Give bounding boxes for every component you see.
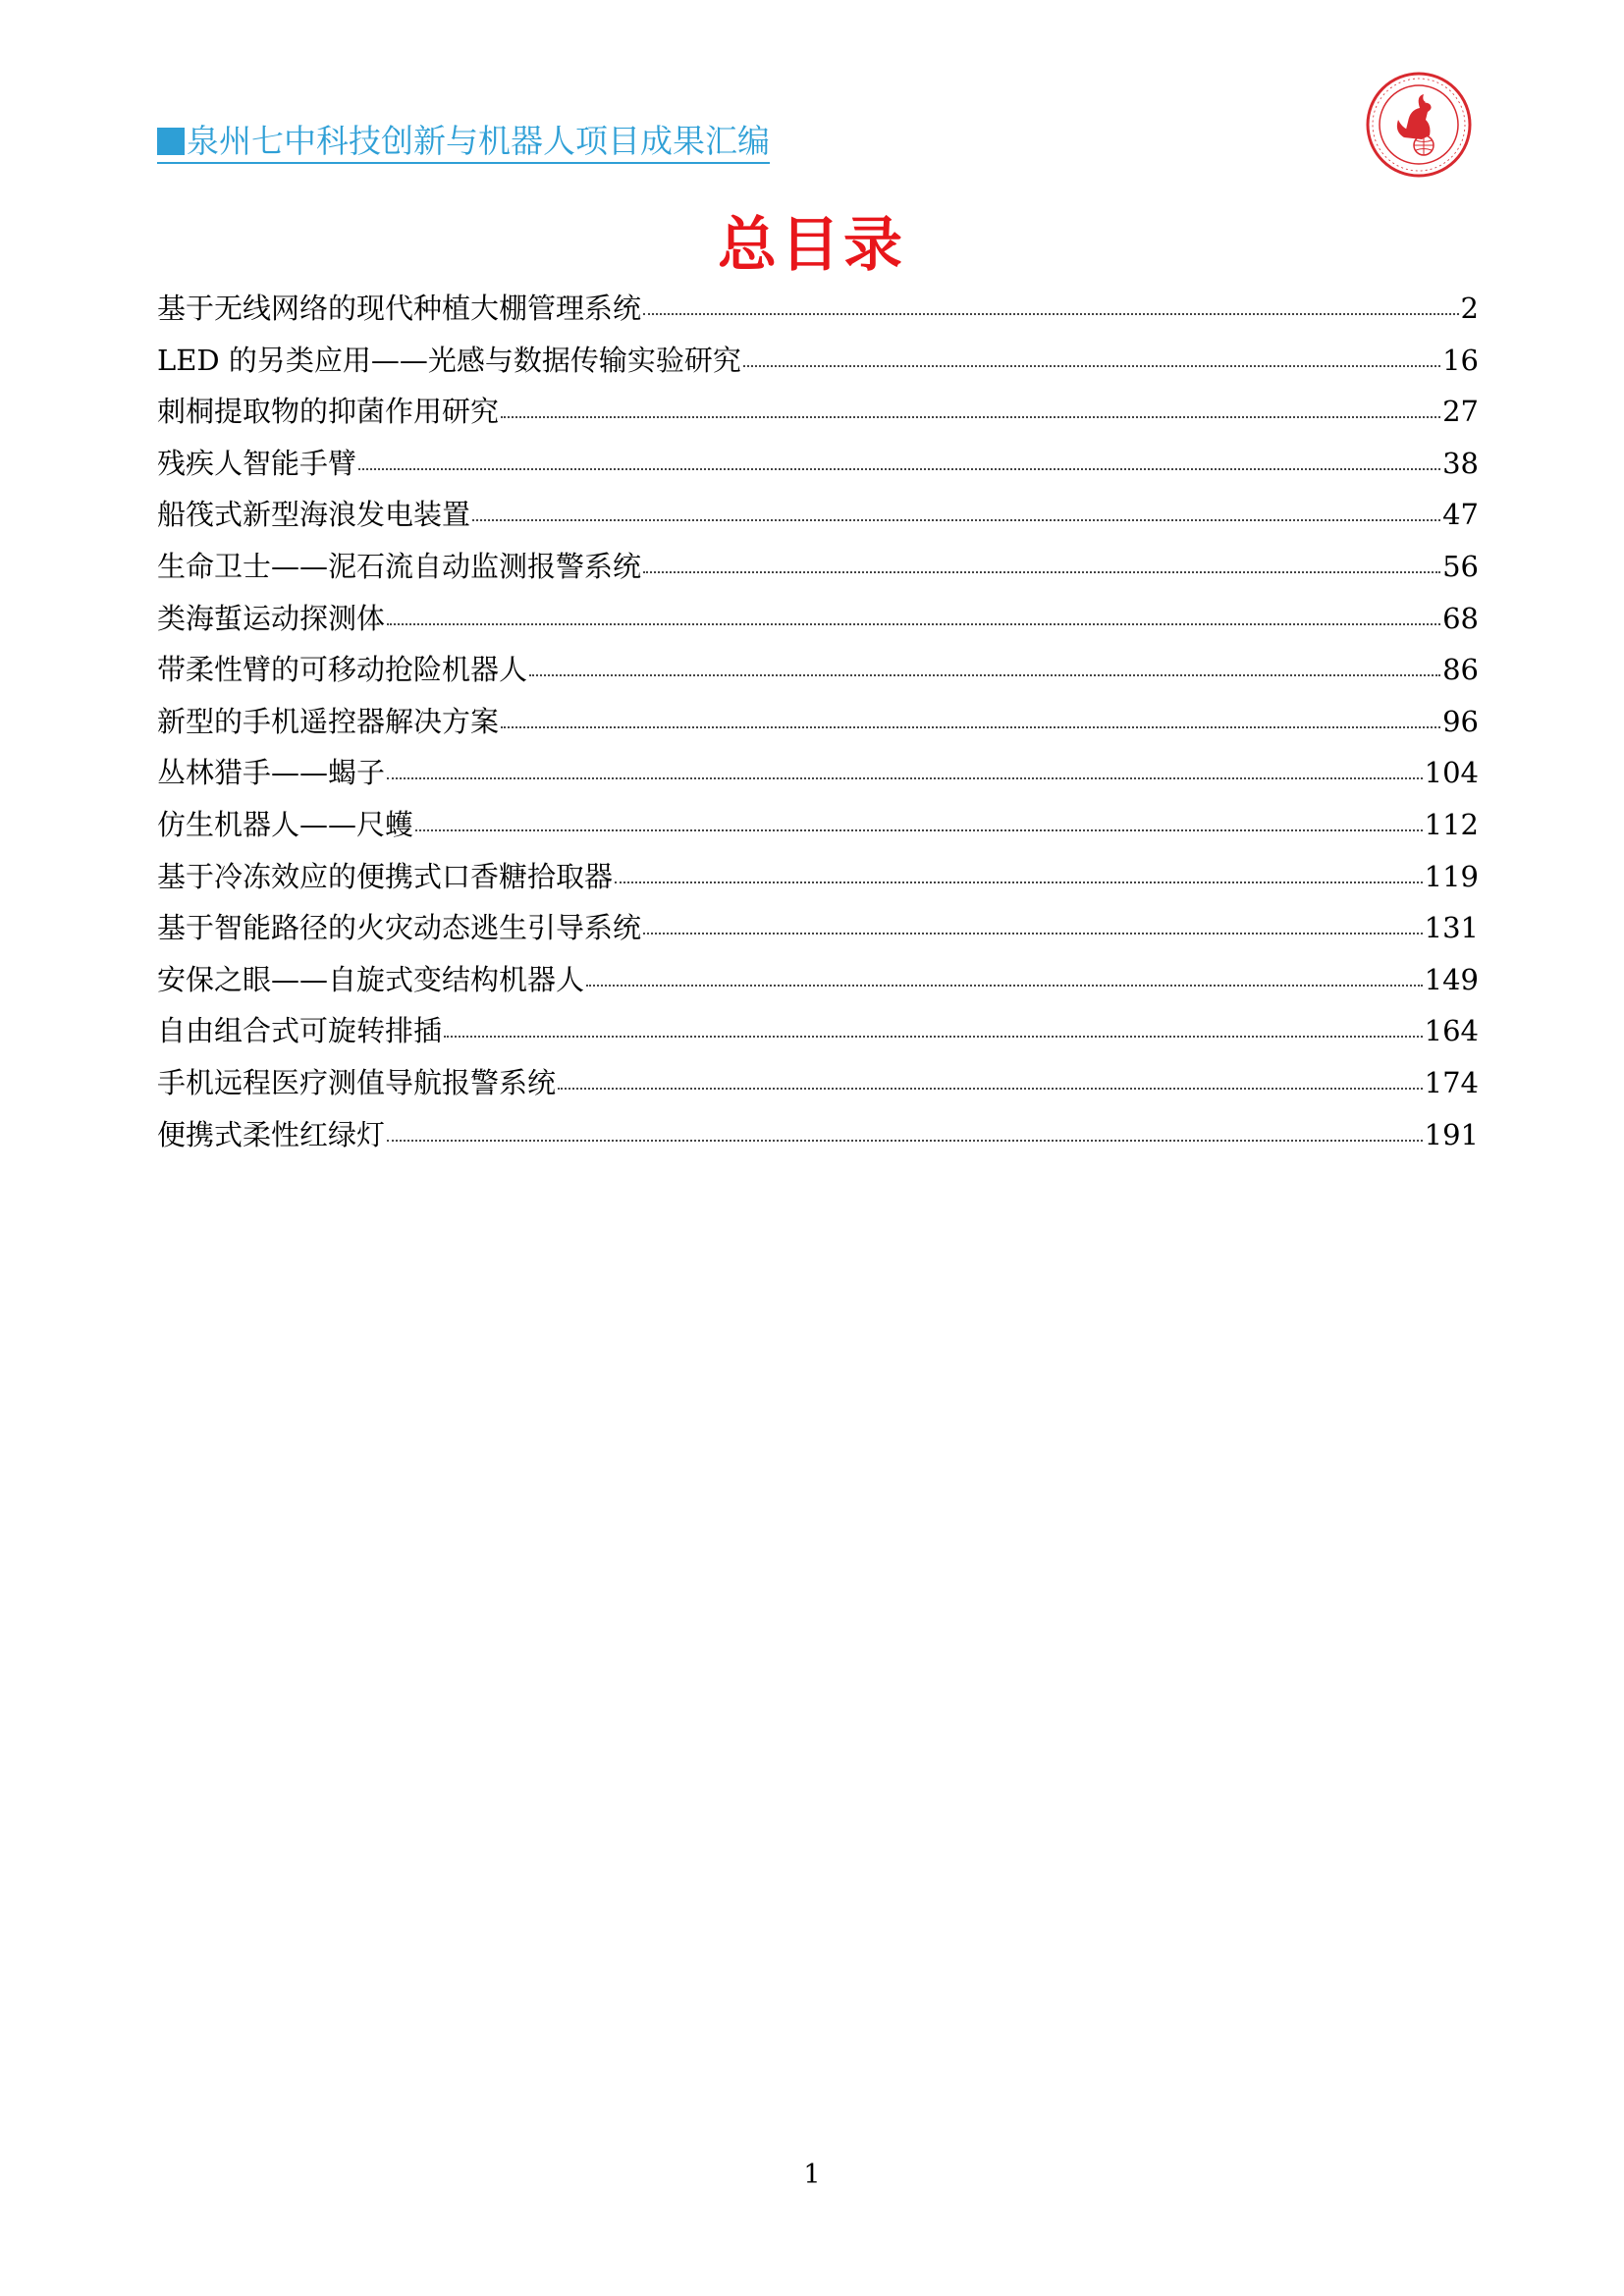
toc-dot-leader — [472, 495, 1440, 524]
toc-entry-title: 带柔性臂的可移动抢险机器人 — [157, 653, 528, 687]
toc-dot-leader — [743, 341, 1440, 370]
toc-entry-title: 自由组合式可旋转排插 — [157, 1014, 443, 1048]
toc-entry[interactable] — [157, 805, 1479, 857]
toc-entry-page: 104 — [1424, 756, 1479, 790]
toc-entry-page: 149 — [1424, 962, 1479, 996]
toc-dot-leader — [501, 392, 1440, 421]
toc-entry[interactable] — [157, 908, 1479, 960]
toc-entry-page: 112 — [1424, 807, 1479, 841]
toc-entry-page: 86 — [1442, 653, 1479, 687]
toc-entry[interactable] — [157, 444, 1479, 496]
toc-entry-page: 56 — [1442, 549, 1479, 583]
toc-entry-page: 174 — [1424, 1065, 1479, 1099]
toc-dot-leader — [444, 1011, 1423, 1041]
toc-entry-page: 68 — [1442, 601, 1479, 635]
toc-entry-page: 96 — [1442, 704, 1479, 738]
toc-entry[interactable] — [157, 702, 1479, 754]
toc-dot-leader — [358, 444, 1440, 473]
toc-entry[interactable] — [157, 289, 1479, 341]
toc-entry[interactable] — [157, 1063, 1479, 1115]
header-title-text: 泉州七中科技创新与机器人项目成果汇编 — [187, 122, 770, 160]
toc-entry-title: 安保之眼——自旋式变结构机器人 — [157, 962, 585, 996]
toc-dot-leader — [558, 1063, 1423, 1093]
toc-entry-title: 手机远程医疗测值导航报警系统 — [157, 1065, 557, 1099]
header-square-icon — [157, 128, 185, 155]
toc-dot-leader — [643, 547, 1440, 576]
toc-entry-title: 基于冷冻效应的便携式口香糖拾取器 — [157, 859, 614, 893]
toc-dot-leader — [501, 702, 1440, 731]
toc-entry[interactable] — [157, 1115, 1479, 1167]
toc-entry-title: 残疾人智能手臂 — [157, 446, 357, 480]
toc-entry-page: 16 — [1442, 343, 1479, 377]
toc-dot-leader — [529, 650, 1440, 679]
toc-entry[interactable] — [157, 650, 1479, 702]
toc-entry-title: 生命卫士——泥石流自动监测报警系统 — [157, 549, 642, 583]
toc-entry-title: 新型的手机遥控器解决方案 — [157, 704, 500, 738]
toc-dot-leader — [643, 289, 1459, 318]
toc-entry[interactable] — [157, 1011, 1479, 1063]
toc-entry-title: 便携式柔性红绿灯 — [157, 1117, 386, 1151]
toc-entry-title: 基于智能路径的火灾动态逃生引导系统 — [157, 911, 642, 945]
toc-entry[interactable] — [157, 753, 1479, 805]
toc-dot-leader — [615, 857, 1423, 886]
toc-entry-title: 刺桐提取物的抑菌作用研究 — [157, 395, 500, 429]
toc-entry[interactable] — [157, 960, 1479, 1012]
toc-entry-page: 119 — [1424, 859, 1479, 893]
toc-entry[interactable] — [157, 495, 1479, 547]
toc-dot-leader — [387, 599, 1440, 628]
toc-entry[interactable] — [157, 341, 1479, 393]
toc-entry-page: 191 — [1424, 1117, 1479, 1151]
toc-entry[interactable] — [157, 599, 1479, 651]
page-header — [157, 118, 1483, 167]
toc-dot-leader — [387, 1115, 1423, 1145]
school-emblem-icon — [1365, 71, 1473, 179]
toc-entry-page: 131 — [1424, 911, 1479, 945]
toc-entry-page: 2 — [1460, 292, 1479, 325]
toc-dot-leader — [643, 908, 1423, 937]
toc-entry-title: 丛林猎手——蝎子 — [157, 756, 386, 790]
page-number: 1 — [803, 2160, 821, 2190]
toc-dot-leader — [415, 805, 1423, 834]
toc-entry-title: 船筏式新型海浪发电装置 — [157, 498, 471, 532]
toc-dot-leader — [586, 960, 1423, 989]
toc-entry-page: 164 — [1424, 1014, 1479, 1048]
toc-entry[interactable] — [157, 857, 1479, 909]
document-title: 总目录 — [718, 211, 906, 280]
toc-entry[interactable] — [157, 392, 1479, 444]
toc-entry[interactable] — [157, 547, 1479, 599]
header-title — [157, 122, 770, 164]
toc-entry-page: 38 — [1442, 446, 1479, 480]
toc-entry-title: 基于无线网络的现代种植大棚管理系统 — [157, 292, 642, 325]
toc-entry-page: 47 — [1442, 498, 1479, 532]
toc-dot-leader — [387, 753, 1423, 782]
toc-entry-title: 仿生机器人——尺蠖 — [157, 807, 414, 841]
table-of-contents — [157, 289, 1479, 1166]
toc-entry-page: 27 — [1442, 395, 1479, 429]
toc-entry-title: 类海蜇运动探测体 — [157, 601, 386, 635]
toc-entry-title: LED 的另类应用——光感与数据传输实验研究 — [157, 343, 741, 377]
